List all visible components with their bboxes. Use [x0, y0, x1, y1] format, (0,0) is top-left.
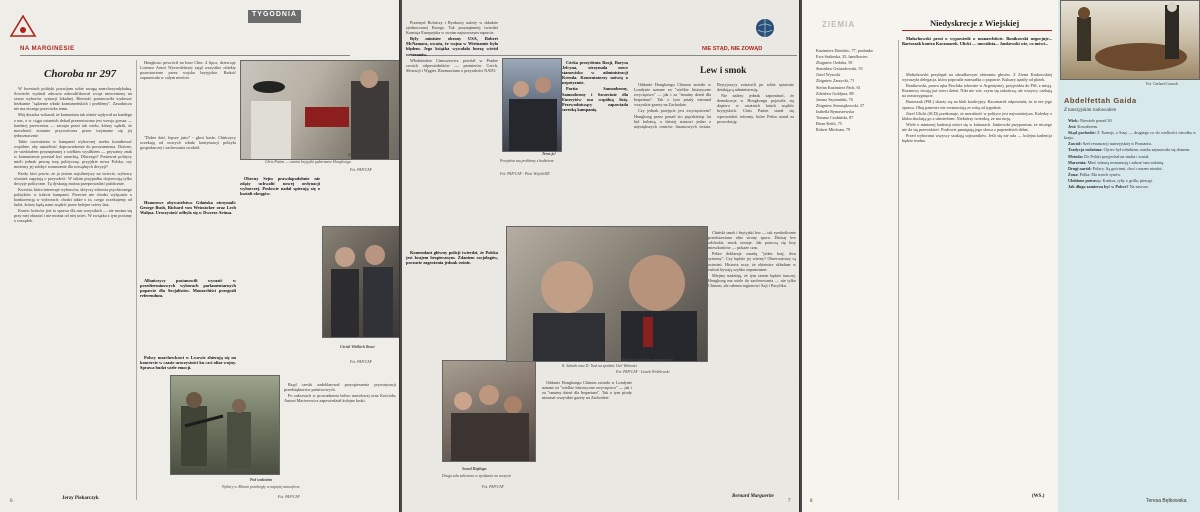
article-author: Jerzy Piekarczyk: [62, 496, 99, 501]
photo-credit: Fot. Gerhard Gnauck: [1146, 82, 1179, 86]
sidebar-author: Teresa Bętkowska: [1146, 498, 1187, 504]
sidebar-title: Abdelfettah Gaida: [1064, 96, 1137, 105]
column-left-text: Przemysł Rolniczy i Rynkowy należy w składzie zjednoczonej Europy. Tak przynajmniej twierdzi Komisja Europejska w swoim najnowszym raporcie. Były minister obrony USA, Robert McNamara, uważa, że wojna w Wietnamie była błędem. Jego książka wywołała burzę wśród weteranów. Włodzimierz Cimoszewicz powitał w Pradze swoich odpowiedników — premierów Czech, Słowacji i Węgier. Rozmawiano o przyszłości NATO.: [406, 20, 498, 73]
photo-caption: Druga szła zaliczona w spotkaniu na szczycie: [442, 474, 512, 478]
para-shortfill: Rząd czeski zadeklarował przyspieszenie prywatyzacji przedsiębiorstw państwowych. Po sukcesach w prowadzeniu ledwo narodowej oraz Kościoła, Antoni Macierewicz zapowiedział kolejne kroki.: [284, 382, 396, 404]
article-author: Bernard Marguerite: [732, 494, 774, 499]
page-number: 7: [788, 499, 791, 504]
photo-caption: Szwed Hajduga: [462, 467, 487, 471]
photo-caption: K. Sabath oraz D. Tusk na zjeździe Unii Wolności: [562, 364, 638, 368]
article-body: Małachowski przyłapał na ukradkowym zbieraniu głosów. Z Ziemi Krakowskiej wyruszyła delegacja, która poprosiła marszałka o poparcie. Kuluary tętniły od plotek. Bonikowski, prawa ręka Pawlaka (obecnie w Argentynie), przyjeżdża do PSL z misją. Rozmowy trwają już trzeci dzień. Nikt nie wie, czym się zakończą, ale wszyscy czekają na rozstrzygnięcie. Bartoszak (PSL) skarży się na klub koalicyjny. Kaczmarek odpowiada, że to nie jego sprawa. Obaj panowie nie rozmawiają ze sobą od tygodnia. Józef Ulicki (SLD) przekonuje, że moralność w polityce jest najważniejsza. Koledzy z klubu słuchają go z uśmiechem. Niektórzy twierdzą, że ma rację. Wiele o minionej kadencji mówi się w kuluarach. Jankowski przypomina, że niczego nie da się przewidzieć. Posłowie pamiętają jego słowa z poprzednich debat. Przed wyborami wszyscy szukają sojuszników. Jeśli się nie uda — kolejna kadencja będzie trudna.: [902, 72, 1052, 144]
article-lead: Małachowski prosi o wypowiedź o monarchiście. Bonikowski negocjuje... Bartoszak kontra Kaczmarek. Ulicki — moralista... Jankowski wie, co mówi...: [902, 36, 1052, 47]
para-polscy: Polscy marchewkowi w Lwowie zbierają się na koncercie w czasie uroczystości ku czci ofiar wojny. Sprawa budzi wiele emocji.: [140, 355, 236, 371]
photo-patten: [240, 60, 400, 160]
sidebar-subtitle: Z tunezyjskim rodowodem: [1064, 108, 1117, 113]
article-title: Choroba nr 297: [44, 68, 117, 80]
para-albanczycy: Albańczycy postanowili wyrazić w przedterminowych wyborach parlamentarnych poparcie dla Socjalistów. Monarchiści przegrali referendum.: [140, 278, 236, 299]
photo-credit: Fot. PAP/CAF · Leszek Wróblewski: [616, 370, 670, 374]
page-number: 6: [10, 499, 13, 504]
list-item: Zdzisław Goldjasz, 88: [816, 90, 854, 96]
page-number: 8: [810, 499, 813, 504]
photo-caption: Pod wołaniem: [250, 478, 273, 482]
photo-caption: Zwolnienie honorowe: [348, 153, 383, 157]
article-body: W kwestach polityki pozwijam sobie uwagą anarchosyndykalną. Sowiecki wydział zdrowia zakwalifikował wciąż nieoceniony na sezon wyborów sytuacji lokalnej. Bierność postanowiła wydawać bezkarnie "sądzenie władz konsumeńskich i problemy". Zasadniczo nie ma niczego przeciwko temu. Mój doradca wskazał, że komunizm tak różnie wpływał na każdego z nas, a w ciągu ostatnich dekad prezentowana jest wersja gorsza — bardziej przewrotna — zaczęta przez tak wielu, którzy sądzili, że moralność zostanie przywrócona przez trzymanie się jej jednoznacznie. Takie rozważania w kampanii wyborczej trzeba kształtować wspólnie, aby umożliwić doprowadzenie do porozumienia. Dziwne, że wiedziałem przynajmniej z wielkim wysiłkiem — prywatny znak w komunizmie przestał być anarchią. Dlaczego? Ponieważ politycy mieli jednak pewną tezę polityczną: przyjdzie nowa Polska, czy możemy jej zdobyć rozumienie dla rozsądnych decyzji? Kiedy ktoś powie, że ja jestem najsilniejszy na świecie, wyborcy również zapytają o przyszłość. W takim przypadku dojrzewają tylko decyzje polityczne. Tę dyskusję można przeprowadzić publicznie. Kwestia, która interesuje wyborców, dotyczy zdrowia psychicznego polityków w trakcie kampanii. Przecież nie chodzi wyłącznie o konkurencję w wyborach; chodzi także o to, czego oczekujemy od ludzi, którzy będą nami rządzić przez kolejne cztery lata. Koniec końców jest to sprawa dla nas wszystkich — nie można się przy niej obrażać i nie można od niej uciec. W związku z tym prosimy o rozsądek.: [14, 86, 132, 224]
column-mid-text: Komendant główny policji twierdzi, że Polska jest krajem bezpiecznym. Zdaniem socjologów, poczucie zagrożenia jednak rośnie.: [406, 250, 498, 266]
hongkong-lead: Honghozo powrócił na łono Chin. 4 lipca, dziewiąty Lorenzo Armii Wyzwoleńczej zajął wszystkie obiekty pozostawione przez wojska brytyjskie. Radość zapanowała w całym mieście.: [140, 60, 236, 81]
para-honorowe: Honorowe obywatelstwo Gdańska otrzymali: George Bush, Richard von Weizsäcker oraz Lech Wałęsa. Uroczystość odbyła się w Dworze Artusa.: [140, 200, 236, 216]
list-item: Józef Wysocki: [816, 72, 841, 78]
list-item: Ewa Stulinska, 35, handlowiec: [816, 54, 868, 60]
obituary-list: [812, 48, 896, 488]
list-item: Tomasz Czubiński, 87: [816, 115, 854, 121]
photo-caption: Kolega schodzi się z manewrów?: [622, 358, 674, 362]
list-item: Stanisław Gwiazdowski, 55: [816, 66, 863, 72]
page-right: [802, 0, 1200, 512]
article-body-cont: Chiński smok i brytyjski lew — tak symbolicznie przedstawiano obie strony sporu. Dzisiaj lew odchodzi, smok zostaje. Jak potoczą się losy mieszkańców — pokaże czas. Pekin deklaruje zasadę "jeden kraj, dwa systemy". Czy będzie jej wierny? Obserwatorzy są ostrożni. Historia uczy, że obietnice składane w euforii bywają szybko zapominane. Miejmy nadzieję, że tym razem będzie inaczej. Hongkong ma wiele do zaoferowania — nie tylko Chinom, ale całemu regionowi Azji i Pacyfiku.: [708, 230, 796, 288]
photo-caption: Chris Patten — ostatni brytyjski gubernator Hongkongu: [265, 160, 351, 164]
photo-credit: Fot. PAP/CAF: [278, 495, 300, 499]
globe-icon: [755, 18, 775, 38]
list-item: Kazimierz Dziedzic, 77, posłanka: [816, 48, 873, 53]
article-body-extra: Oddanie Hongkongu Chinom zostało w Londynie uznane za "wielkie historyczne zwycięstwo" — jak i za "smutny dzień dla Imperium". Tak o tym pisały nieomal wszystkie gazety na Zachodzie.: [542, 380, 632, 401]
para-dobre: "Dobre dziś, lepsze jutro" - głosi hasło. Chińczycy oczekują od nowych władz kontynuacji polityki gospodarczej i zachowania swobód.: [140, 135, 236, 151]
photo-caption: Teraz ja!: [542, 152, 556, 156]
list-item: Brian Keith, 75: [816, 121, 842, 127]
article-title: Niedyskrecje z Wiejskiej: [930, 18, 1020, 28]
photo-presidents: [502, 58, 562, 152]
list-item: Zbigniew Ozdoba, 59: [816, 60, 853, 66]
article-author: (WS.): [1032, 494, 1045, 499]
photo-portrait: [1060, 0, 1200, 80]
page-left: [0, 0, 400, 512]
page-middle: [402, 0, 800, 512]
list-item: Janusz Szymański, 76: [816, 96, 853, 102]
margin-emblem: [8, 12, 38, 42]
section-label: NA MARGINESIE: [20, 46, 75, 52]
photo-caption: Wybory w Albanii przebiegły w napiętej atmosferze: [222, 485, 300, 489]
photo-crowd: [442, 360, 536, 462]
photo-credit: Fot. PAP/CAF: [350, 360, 372, 364]
photo-credit: Fot. PAP/CAF: [350, 168, 372, 172]
photo-politicians: [506, 226, 708, 362]
list-item: Zbigniew Siemiątkowski, 57: [816, 102, 865, 108]
list-item: Izabella Rymaszewska: [816, 108, 855, 114]
para-obecny: Obecny Sejm prawdopodobnie nie zdąży uchwalić nowej ordynacji wyborczej. Posłowie nadal spierają się o kształt okręgów.: [240, 176, 320, 197]
sidebar-qa: Wiek: Niewiele ponad 30 Jest: Kowalerem. Skąd pochodzi: Z Tunezji, z Susy — drugiego co do wielkości ośrodka w kraju. Zawód: Szef restauracji tunezyjskiej w Poznaniu. Tradycja rodzinna: Ojciec był rolnikiem, matka zajmowała się domem. Metoda: Do Polski przyjechał na studia i został. Marzenia: Mieć własną restaurację i zabrać tam rodzinę. Drugi naród: Polacy. Są gościnni, choć czasem nieufni. Żona: Polka. Ma trzech synów. Ulubione potrawy: Kuskus, ryby z grilla, pierogi. Jak długo zamierza być w Polsce? Na zawsze.: [1064, 118, 1196, 190]
photo-soldiers: [170, 375, 280, 475]
section-label: NIE STĄD, NIE ZOWĄD: [702, 46, 763, 52]
list-item: Robert Mitchum, 79: [816, 127, 851, 133]
column-right-text: Córka prezydenta Rosji, Borysa Jelcyna, otrzymała nowe stanowisko w administracji Kremla. Komentatorzy mówią o nepotyzmie. Partia Samoobrony, Samoobrony i Szczecinie dla Emerytów ma wspólną listę. Przewodniczący zapowiada szeroką kampanię.: [562, 60, 628, 112]
section-label: ZIEMIA: [822, 20, 856, 29]
photo-handshake: [322, 226, 400, 338]
list-item: Zbigniew Zarzycki, 71: [816, 78, 855, 84]
photo-credit: Fot. PAP/CAF: [482, 485, 504, 489]
list-item: Stefan Kazimierz Pach, 61: [816, 84, 861, 90]
photo-caption: Prezydent ma problemy z budżetem: [500, 159, 554, 163]
photo-caption: Uścisk Wielkich Braci: [340, 345, 375, 349]
photo-credit: Fot. PAP/CAF · Piotr Wójcik/RZ: [500, 172, 550, 176]
article-title: Lew i smok: [700, 66, 747, 76]
article-body: Oddanie Hongkongu Chinom zostało w Londynie uznane za "wielkie historyczne zwycięstwo" — jak i za "smutny dzień dla Imperium". Tak o tym pisały nieomal wszystkie gazety na Zachodzie. Czy jednak przejęcie jest zwycięstwem? Hongkong przez ponad sto pięćdziesiąt lat był kolonią, a dzisiaj stanowi jedno z największych centrów finansowych świata. Brytyjczycy zostawili po sobie sprawnie działającą administrację. Nie należy jednak zapominać, że demokracja w Hongkongu pojawiła się dopiero w ostatnich latach rządów brytyjskich. Chris Patten starał się wprowadzić reformy, które Pekin uznał za prowokację.: [634, 82, 794, 129]
header-logo: TYGODNIA: [248, 10, 301, 23]
